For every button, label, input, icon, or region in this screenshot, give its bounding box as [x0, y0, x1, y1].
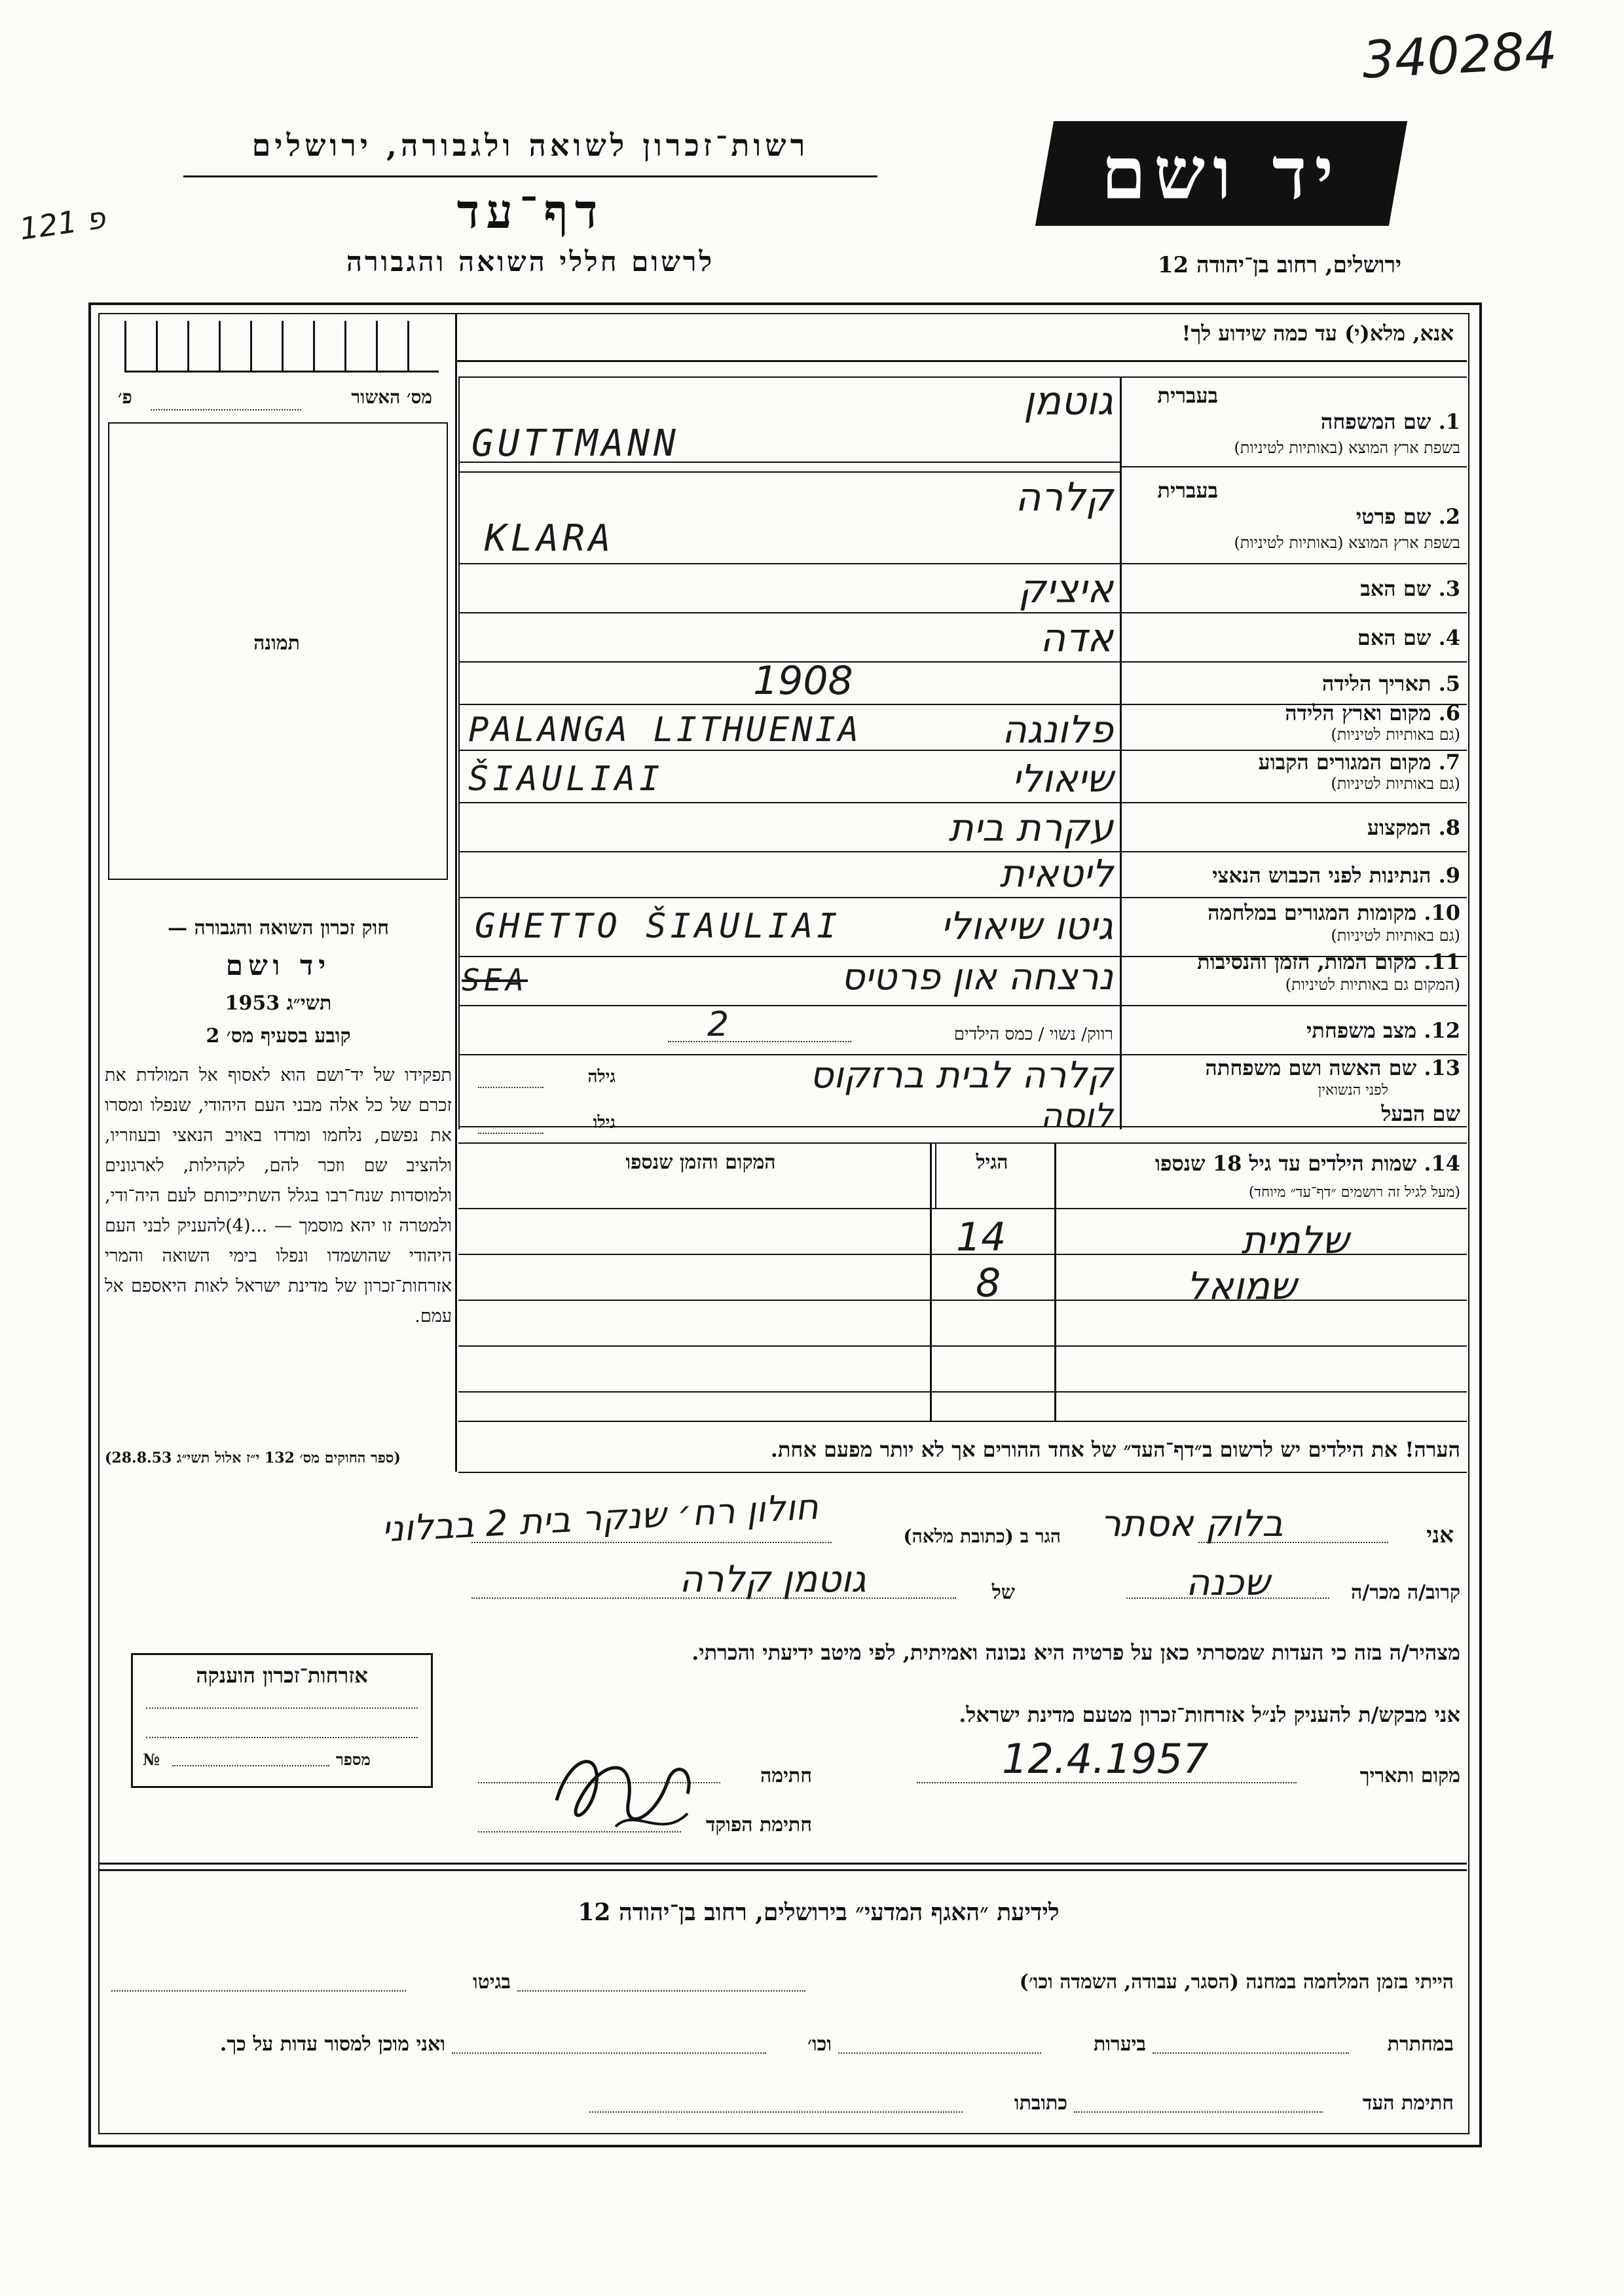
field-5-num: 5.	[1438, 671, 1460, 696]
field-4-num: 4.	[1438, 625, 1460, 650]
field-2-hebrew-tag: בעברית	[1157, 478, 1218, 503]
law-year: 1953	[225, 992, 280, 1015]
logo	[1035, 121, 1407, 226]
children-col-age: הגיל	[976, 1151, 1008, 1174]
field-8-label	[1133, 815, 1460, 840]
field-11-value: נרצחה און פרטיס	[841, 956, 1113, 998]
field-2-value-latin: KLARA	[485, 517, 615, 560]
law-name: יד ושם	[225, 949, 331, 981]
field-2-value-he: קלרה	[1015, 475, 1113, 520]
field-12-options: רווק/ נשוי / כמס הילדים	[953, 1025, 1113, 1044]
children-subtitle: (מעל לגיל זה רושמים ״דף־עד״ מיוחד)	[1248, 1184, 1460, 1201]
field-6-sub: (גם באותיות לטיניות)	[1331, 725, 1460, 744]
field-12-value: 2	[707, 1005, 729, 1044]
decl-relation: שכנה	[1185, 1561, 1270, 1604]
field-11-value-latin: SEA	[462, 962, 528, 998]
field-3-label	[1133, 576, 1460, 601]
decl-resides-label: הגר ב (כתובת מלאה)	[903, 1525, 1061, 1547]
field-7-value-he: שיאולי	[1012, 756, 1113, 801]
archive-number: 340284	[1360, 21, 1559, 90]
field-10-sub: (גם באותיות לטיניות)	[1331, 926, 1460, 945]
law-reference: (ספר החוקים מס׳ 132 י״ז אלול תשי״ג 28.8.53)	[105, 1449, 401, 1467]
bottom-line2-b: ביערות	[1093, 2033, 1146, 2056]
decl-of-label: של	[991, 1581, 1015, 1604]
field-13-num: 13.	[1424, 1055, 1460, 1080]
field-3-num: 3.	[1438, 576, 1460, 601]
approval-label-row	[118, 386, 432, 409]
field-3-value: איציק	[1018, 566, 1113, 612]
children-title	[1061, 1151, 1460, 1176]
field-2-label-text: שם פרטי	[1356, 504, 1431, 529]
field-13-label-text: שם האשה ושם משפחתה	[1205, 1055, 1417, 1080]
decl-relation-label: קרוב/ה מכר/ה	[1351, 1581, 1460, 1604]
field-5-label-text: תאריך הלידה	[1321, 671, 1431, 696]
decl-witness-name: בלוק אסתר	[1100, 1503, 1283, 1545]
field-12-num: 12.	[1424, 1018, 1460, 1043]
field-5-label	[1133, 671, 1460, 696]
decl-signature-label: חתימה	[760, 1764, 812, 1787]
child-1-age: 14	[956, 1214, 1006, 1260]
decl-officer-label: חתימת הפוקד	[705, 1813, 812, 1836]
field-4-label-text: שם האם	[1357, 625, 1431, 650]
certificate-number-label: מספר	[336, 1750, 371, 1769]
field-1-value-latin: GUTTMANN	[471, 422, 680, 465]
decl-of-person: גוטמן קלרה	[679, 1558, 866, 1601]
husband-label: שם הבעל	[1381, 1101, 1460, 1126]
field-1-num: 1.	[1438, 409, 1460, 434]
bottom-line3-a: חתימת העד	[1362, 2092, 1454, 2115]
law-title: חוק זכרון השואה והגבורה —	[168, 917, 389, 939]
certificate-box	[131, 1653, 433, 1788]
child-2-name: שמואל	[1186, 1264, 1297, 1308]
field-11-num: 11.	[1424, 949, 1460, 974]
form-title: דף־עד	[456, 183, 604, 239]
field-8-label-text: המקצוע	[1367, 815, 1431, 840]
address: ירושלים, רחוב בן־יהודה 12	[1157, 252, 1401, 278]
field-9-value: ליטאית	[999, 851, 1113, 896]
decl-ani: אני	[1426, 1522, 1454, 1548]
law-section: קובע בסעיף מס׳ 2	[206, 1025, 351, 1048]
field-6-num: 6.	[1438, 701, 1460, 725]
child-2-age: 8	[976, 1260, 1001, 1306]
field-6-value-latin: PALANGA LITHUENIA	[468, 710, 862, 750]
decl-place-date: 12.4.1957	[1002, 1735, 1209, 1783]
children-num: 14.	[1424, 1151, 1460, 1176]
field-1-hebrew-tag: בעברית	[1157, 383, 1218, 408]
field-9-label-text: הנתינות לפני הכבוש הנאצי	[1212, 863, 1431, 888]
bottom-line1-b: בגיטו	[472, 1971, 511, 1994]
field-12-label-text: מצב משפחתי	[1306, 1018, 1417, 1043]
law-year-row	[105, 992, 452, 1015]
children-title-text: שמות הילדים עד גיל 18 שנספו	[1154, 1151, 1417, 1176]
decl-statement: מצהיר/ה בזה כי העדות שמסרתי כאן על פרטיה היא נכונה ואמיתית, לפי מיטב ידיעתי והכרתי.	[692, 1640, 1460, 1665]
field-1-label	[1205, 409, 1460, 434]
logo-text: יד ושם	[1101, 131, 1342, 215]
field-13-label	[1133, 1055, 1460, 1080]
field-11-label-text: מקום המות, הזמן והנסיבות	[1197, 949, 1417, 974]
field-11-label	[1133, 949, 1460, 974]
bottom-line1-a: הייתי בזמן המלחמה במחנה (הסגר, עבודה, השמדה וכו׳)	[1019, 1971, 1454, 1994]
field-10-value-latin: GHETTO ŠIAULIAI	[475, 907, 841, 946]
field-1-value-he: גוטמן	[1023, 378, 1113, 424]
field-8-value: עקרת בית	[948, 805, 1113, 850]
approval-boxes	[124, 321, 439, 373]
field-7-value-latin: ŠIAULIAI	[468, 759, 664, 799]
field-7-num: 7.	[1438, 750, 1460, 774]
approval-suffix: פ׳	[118, 386, 132, 408]
field-2-label	[1205, 504, 1460, 529]
field-10-label-text: מקומות המגורים במלחמה	[1208, 900, 1417, 925]
field-13-age-label: גילה	[587, 1067, 616, 1087]
field-5-value: 1908	[753, 658, 853, 704]
field-4-value: אדה	[1039, 615, 1113, 661]
field-8-num: 8.	[1438, 815, 1460, 840]
bottom-line2-c: וכו׳	[807, 2033, 832, 2056]
field-9-label	[1133, 863, 1460, 888]
decl-request: אני מבקש/ת להעניק לנ״ל אזרחות־זכרון מטעם מדינת ישראל.	[959, 1702, 1460, 1727]
field-4-label	[1133, 625, 1460, 650]
authority-name: רשות־זכרון לשואה ולגבורה, ירושלים	[251, 128, 809, 163]
margin-note: פ 121	[17, 200, 107, 247]
law-year-heb: תשי״ג	[286, 992, 332, 1015]
field-6-label-text: מקום וארץ הלידה	[1285, 701, 1431, 725]
bottom-line3-b: כתובתו	[1014, 2092, 1067, 2115]
decl-place-date-label: מקום ותאריך	[1359, 1764, 1460, 1787]
children-col-place: המקום והזמן שנספו	[625, 1151, 776, 1174]
field-10-num: 10.	[1424, 900, 1460, 925]
field-7-sub: (גם באותיות לטיניות)	[1331, 774, 1460, 793]
field-2-sub: בשפת ארץ המוצא (באותיות לטיניות)	[1234, 534, 1460, 552]
field-13-value: קלרה לבית ברזקוס	[809, 1054, 1113, 1097]
field-6-label	[1133, 701, 1460, 725]
field-7-label-text: מקום המגורים הקבוע	[1258, 750, 1431, 774]
bottom-line2-d: ואני מוכן למסור עדות על כך.	[219, 2033, 445, 2056]
field-1-sub: בשפת ארץ המוצא (באותיות לטיניות)	[1234, 439, 1460, 457]
children-note: הערה! את הילדים יש לרשום ב״דף־העד״ של אחד ההורים אך לא יותר מפעם אחת.	[770, 1437, 1460, 1462]
certificate-title: אזרחות־זכרון הוענקה	[196, 1663, 368, 1688]
field-12-label	[1133, 1018, 1460, 1043]
field-11-sub: (המקום גם באותיות לטיניות)	[1285, 975, 1460, 994]
field-7-label	[1133, 750, 1460, 774]
husband-value: לוסה	[1040, 1097, 1113, 1136]
bottom-title: לידיעת ״האגף המדעי״ בירושלים, רחוב בן־יהודה 12	[578, 1899, 1060, 1926]
photo-label: תמונה	[253, 632, 300, 655]
certificate-no: №	[143, 1750, 160, 1769]
husband-age-label: גילו	[593, 1113, 616, 1133]
decl-address: חולון רח׳ שנקר בית 2 בבלוני	[380, 1485, 820, 1550]
field-6-value-he: פלונגה	[1001, 707, 1113, 752]
field-3-label-text: שם האב	[1360, 576, 1431, 601]
field-2-num: 2.	[1438, 504, 1460, 529]
bottom-line2-a: במחתרת	[1387, 2033, 1454, 2056]
field-9-num: 9.	[1438, 863, 1460, 888]
field-13-sub: לפני הנשואין	[1318, 1082, 1388, 1099]
approval-label: מס׳ האשור	[351, 386, 432, 408]
form-subtitle: לרשום חללי השואה והגבורה	[346, 246, 715, 278]
law-text: תפקידו של יד־ושם הוא לאסוף אל המולדת את זכרם של כל אלה מבני העם היהודי, שנפלו ומסרו את נפשם, נלחמו ומרדו באויב הנאצי ובעוזריו, ולהציב שם וזכר להם, לקהילות, לארגונים ולמוסדות שנח־רבו בגלל השתייכותם לעם היה־ודי, ולמטרה זו יהא מוסמך — ...(4)להעניק לבני העם היהודי שהושמדו ונפלו בימי השואה והמרי אזרחות־זכרון של מדינת ישראל לאות היאספם אל עמם.	[105, 1065, 452, 1326]
field-10-label	[1133, 900, 1460, 925]
child-1-name: שלמית	[1241, 1218, 1349, 1262]
field-10-value-he: גיטו שיאולי	[940, 903, 1113, 948]
field-1-label-text: שם המשפחה	[1320, 409, 1431, 434]
intro-text: אנא, מלא(י) עד כמה שידוע לך!	[1181, 321, 1454, 346]
